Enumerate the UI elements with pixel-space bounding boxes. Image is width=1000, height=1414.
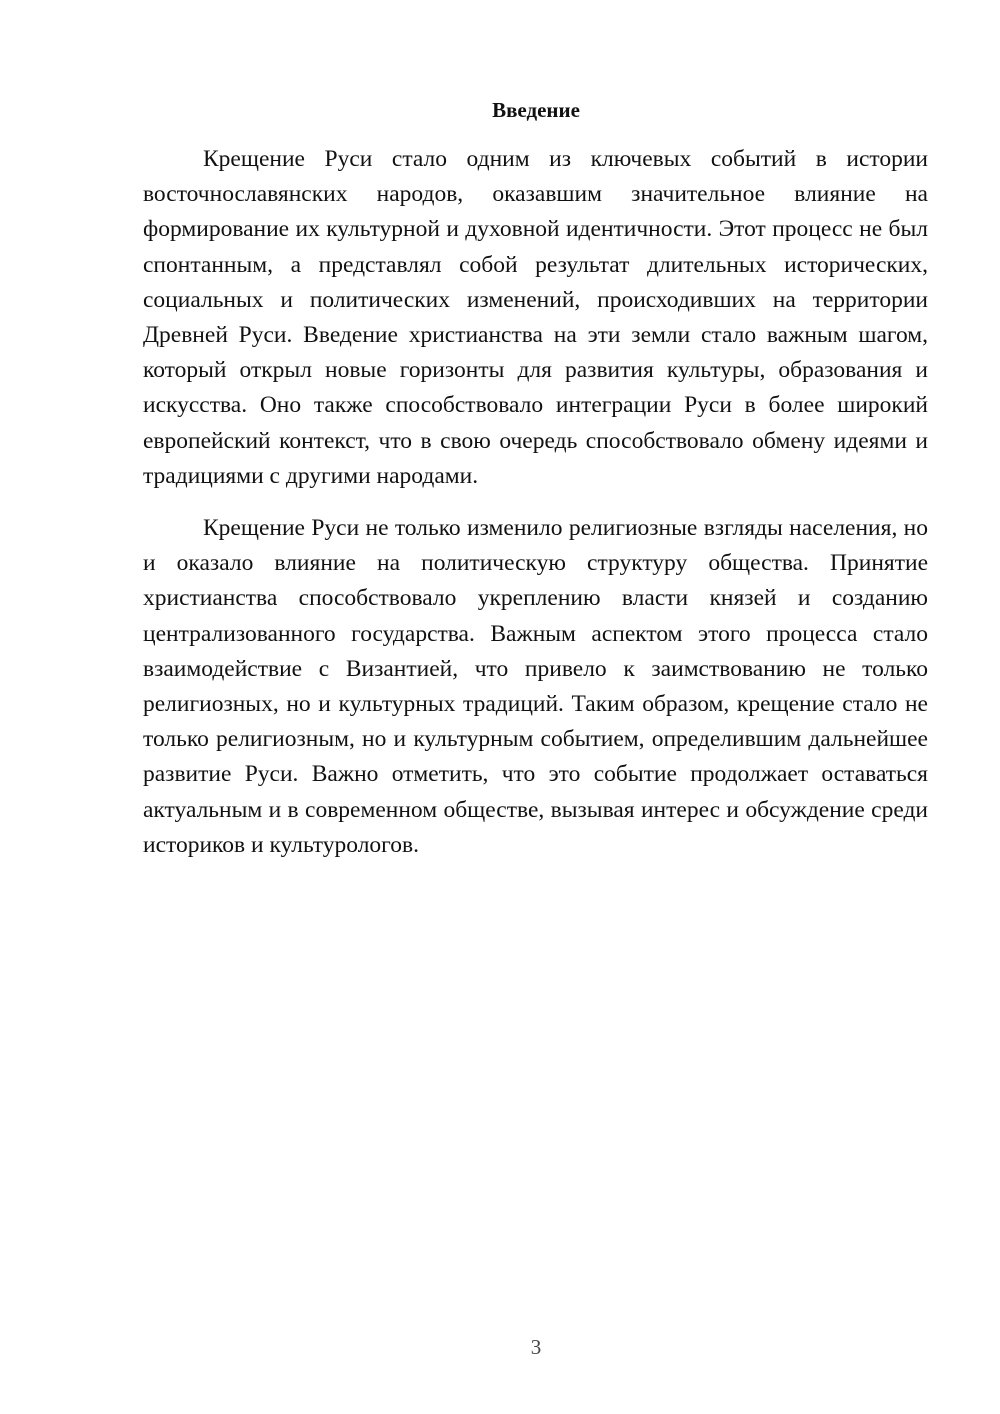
- body-text: [143, 142, 928, 863]
- paragraph-2: Крещение Руси не только изменило религиозные взгляды населения, но и оказало влияние на политическую структуру общества. Принятие христианства способствовало укреплению власти князей и созданию централизованного государства. Важным аспектом этого процесса стало взаимодействие с Византией, что привело к заимствованию не только религиозных, но и культурных традиций. Таким образом, крещение стало не только религиозным, но и культурным событием, определившим дальнейшее развитие Руси. Важно отметить, что это событие продолжает оставаться актуальным и в современном обществе, вызывая интерес и обсуждение среди историков и культурологов.: [143, 515, 928, 858]
- page-number: 3: [530, 1335, 542, 1359]
- section-title: Введение: [492, 98, 580, 122]
- paragraph-1: Крещение Руси стало одним из ключевых событий в истории восточнославянских народов, оказавшим значительное влияние на формирование их культурной и духовной идентичности. Этот процесс не был спонтанным, а представлял собой результат длительных исторических, социальных и политических изменений, происходивших на территории Древней Руси. Введение христианства на эти земли стало важным шагом, который открыл новые горизонты для развития культуры, образования и искусства. Оно также способствовало интеграции Руси в более широкий европейский контекст, что в свою очередь способствовало обмену идеями и традициями с другими народами.: [143, 146, 928, 489]
